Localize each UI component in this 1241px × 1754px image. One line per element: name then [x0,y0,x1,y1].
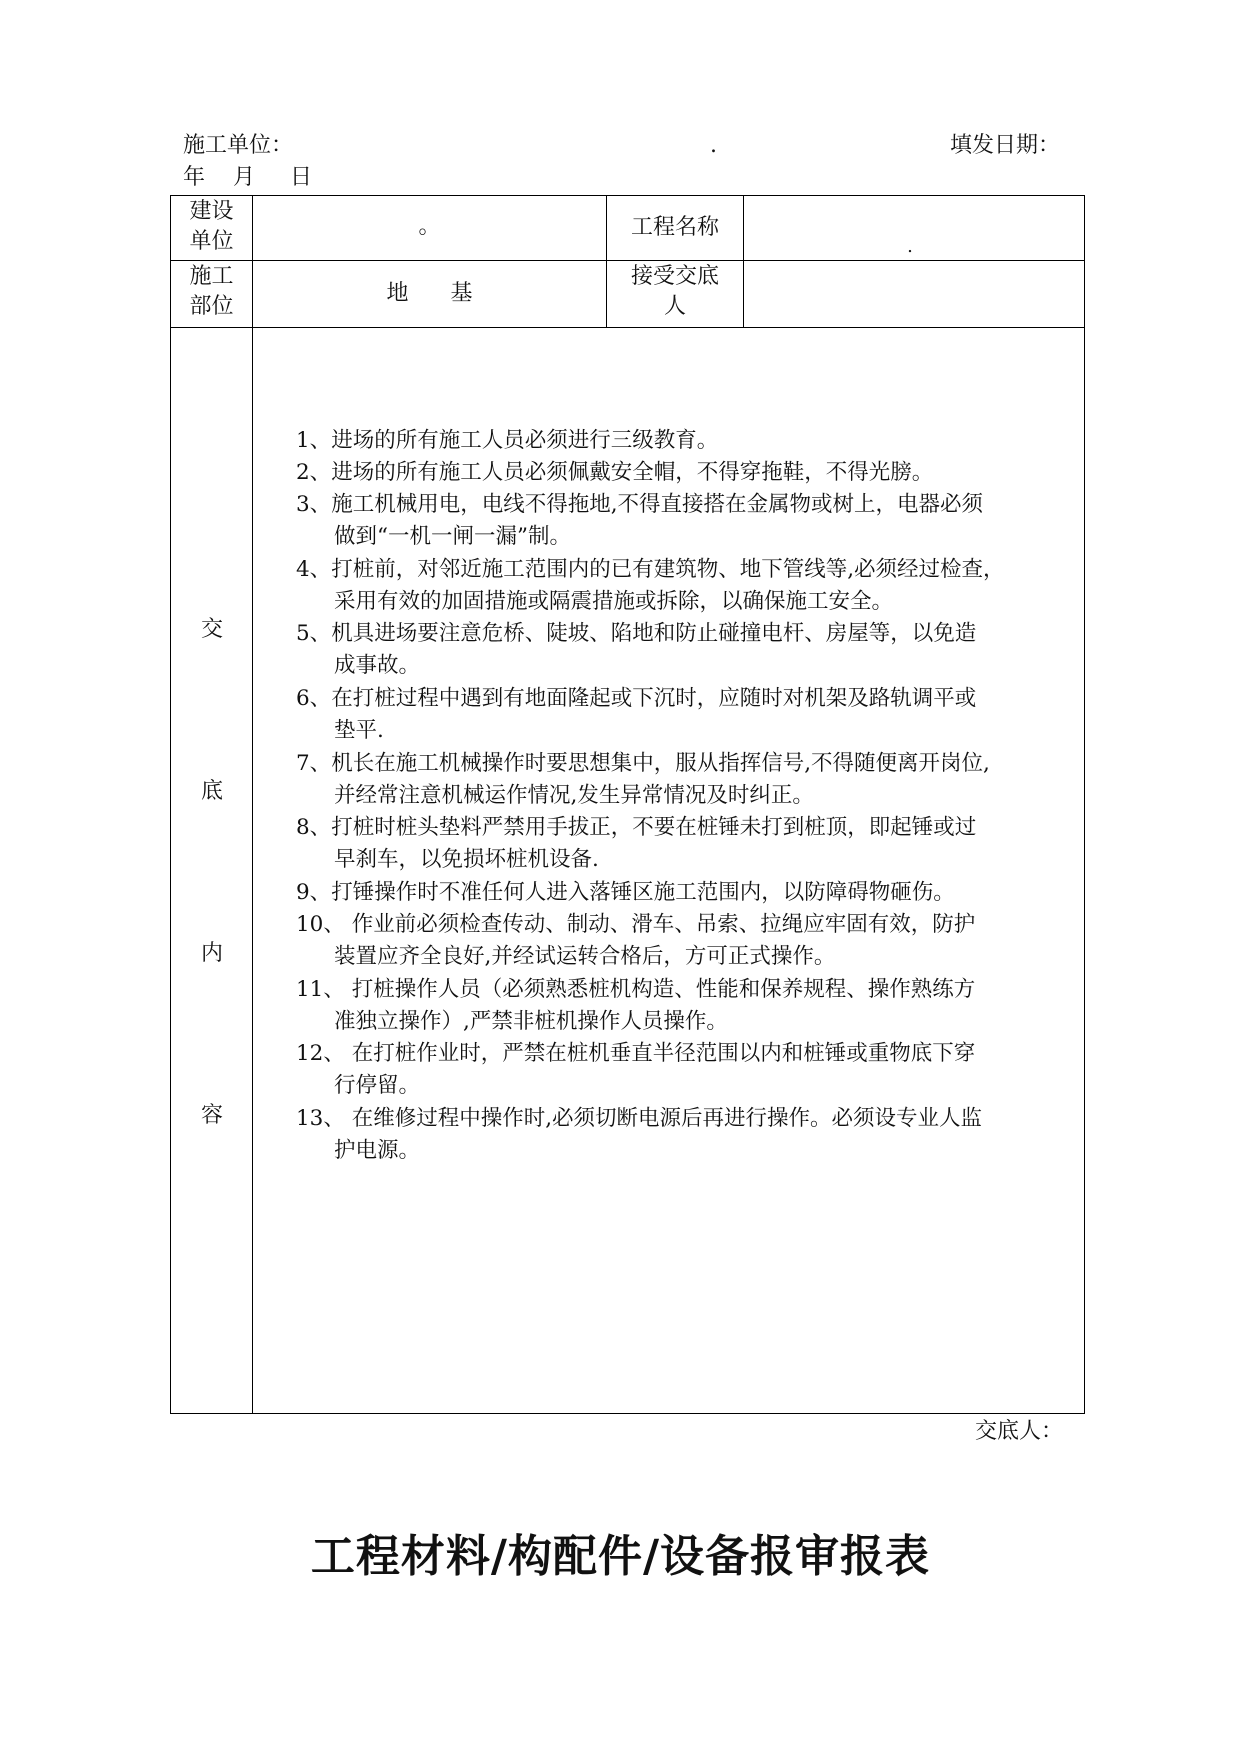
table-col-line-3 [743,195,744,328]
list-item [296,877,1081,909]
item-text: 进场的所有施工人员必须佩戴安全帽，不得穿拖鞋，不得光膀。 [331,460,934,485]
item-number: 3、 [296,492,332,517]
list-item [296,489,1081,553]
item-number: 11、 [296,977,345,1002]
construction-part-label-line1: 施工 [189,264,234,289]
list-item [296,425,1081,457]
item-number: 4、 [296,557,332,582]
item-text-continued: 采用有效的加固措施或隔震措施或拆除，以确保施工安全。 [334,589,894,614]
build-unit-value: 。 [418,214,441,239]
list-item [296,457,1081,489]
list-item [296,683,1081,747]
item-text: 打桩操作人员（必须熟悉桩机构造、性能和保养规程、操作熟练方 [344,977,976,1002]
item-text: 进场的所有施工人员必须进行三级教育。 [331,428,719,453]
item-text: 作业前必须检查传动、制动、滑车、吊索、拉绳应牢固有效，防护 [344,912,976,937]
item-text: 施工机械用电，电线不得拖地,不得直接搭在金属物或树上，电器必须 [331,492,984,517]
list-item [296,618,1081,682]
list-item [296,909,1081,973]
item-number: 6、 [296,686,332,711]
item-text-continued: 早刹车，以免损坏桩机设备. [334,847,599,872]
item-number: 2、 [296,460,332,485]
item-text-continued: 并经常注意机械运作情况,发生异常情况及时纠正。 [334,783,814,808]
header-dot: . [710,133,717,158]
table-border-right [1084,195,1085,1414]
item-number: 10、 [296,912,345,937]
item-text: 在打桩作业时，严禁在桩机垂直半径范围以内和桩锤或重物底下穿 [344,1041,976,1066]
construction-part-label [171,262,252,322]
table-row-line-2 [170,327,1085,328]
construction-unit-label: 施工单位： [183,133,294,158]
item-number: 13、 [296,1106,345,1131]
item-number: 7、 [296,751,332,776]
content-label-char-1: 交 [200,617,223,642]
table-border-bottom [170,1413,1085,1414]
item-text: 机长在施工机械操作时要思想集中，服从指挥信号,不得随便离开岗位, [331,751,990,776]
item-number: 9、 [296,880,332,905]
receiver-label-line2: 人 [663,294,686,319]
item-text-continued: 行停留。 [334,1073,421,1098]
item-number: 8、 [296,815,332,840]
list-item [296,1103,1081,1167]
item-text: 打锤操作时不准任何人进入落锤区施工范围内，以防障碍物砸伤。 [331,880,955,905]
item-text-continued: 成事故。 [334,653,421,678]
item-text-continued: 准独立操作）,严禁非桩机操作人员操作。 [334,1009,728,1034]
build-unit-label-line2: 单位 [189,229,234,254]
list-item [296,1038,1081,1102]
item-number: 5、 [296,621,332,646]
next-form-title: 工程材料/构配件/设备报审报表 [310,1531,931,1582]
item-text: 在维修过程中操作时,必须切断电源后再进行操作。必须设专业人监 [344,1106,983,1131]
item-number: 1、 [296,428,332,453]
table-border-top [170,195,1085,196]
receiver-label-line1: 接受交底 [630,264,719,289]
construction-part-label-line2: 部位 [189,294,234,319]
item-number: 12、 [296,1041,345,1066]
project-name-value: . [907,236,913,257]
list-item [296,974,1081,1038]
signer-label: 交底人： [975,1419,1064,1444]
list-item [296,812,1081,876]
item-text-continued: 装置应齐全良好,并经试运转合格后，方可正式操作。 [334,944,836,969]
issue-date-label: 填发日期： [950,133,1061,158]
content-label-char-2: 底 [200,779,223,804]
item-text-continued: 做到“一机一闸一漏”制。 [334,524,571,549]
content-label-char-4: 容 [200,1103,223,1128]
content-label-char-3: 内 [200,941,223,966]
item-text: 机具进场要注意危桥、陡坡、陷地和防止碰撞电杆、房屋等，以免造 [331,621,977,646]
date-line: 年 月 日 [183,165,312,190]
item-text: 打桩前，对邻近施工范围内的已有建筑物、地下管线等,必须经过检查， [331,557,1005,582]
list-item [296,554,1081,618]
build-unit-label [171,197,252,257]
construction-part-value: 地 基 [386,281,473,306]
build-unit-label-line1: 建设 [189,199,234,224]
item-text: 打桩时桩头垫料严禁用手拔正，不要在桩锤未打到桩顶，即起锤或过 [331,815,977,840]
item-text: 在打桩过程中遇到有地面隆起或下沉时，应随时对机架及路轨调平或 [331,686,977,711]
item-text-continued: 护电源。 [334,1138,421,1163]
item-text-continued: 垫平. [334,718,384,743]
list-item [296,748,1081,812]
project-name-label: 工程名称 [630,215,719,240]
receiver-label [607,262,743,322]
